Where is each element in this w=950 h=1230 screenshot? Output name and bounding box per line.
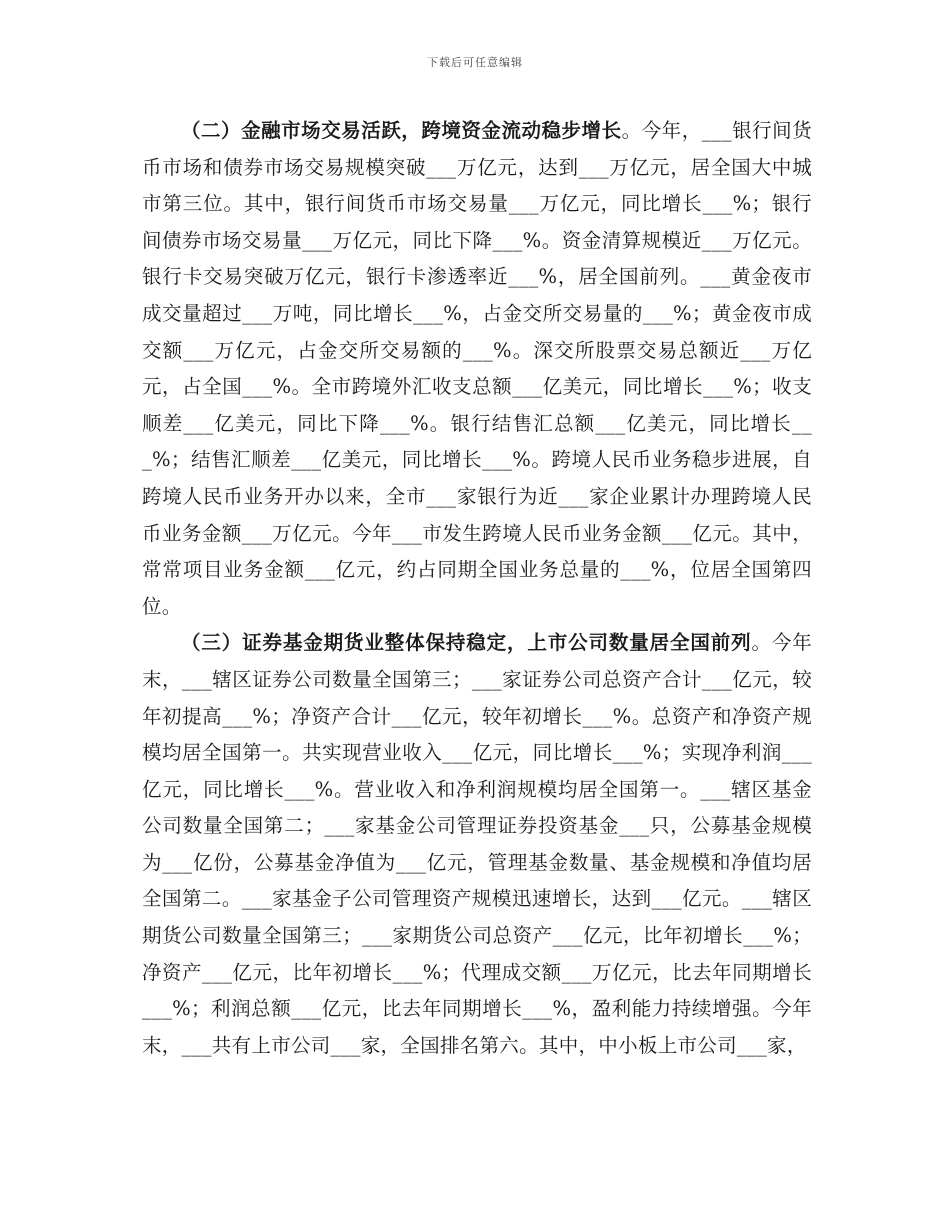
section-3-body: 。今年末，___辖区证券公司数量全国第三；___家证券公司总资产合计___亿元，较年初提高___%；净资产合计___亿元，较年初增长___%。总资产和净资产规模均居全国第一。共实现营业收入___亿元，同比增长___%；实现净利润___亿元，同比增长___%。营业收入和净利润规模均居全国第一。___辖区基金公司数量全国第二；___家基金公司管理证券投资基金___只，公募基金规模为___亿份，公募基金净值为___亿元，管理基金数量、基金规模和净值均居全国第二。___家基金子公司管理资产规模迅速增长，达到___亿元。___辖区期货公司数量全国第三；___家期货公司总资产___亿元，比年初增长___%；净资产___亿元，比年初增长___%；代理成交额___万亿元，比去年同期增长___%；利润总额___亿元，比去年同期增长___%，盈利能力持续增强。今年末，___共有上市公司___家，全国排名第六。其中，中小板上市公司___家， bbox=[142, 631, 812, 1057]
document-body bbox=[142, 113, 812, 1064]
section-3-heading: （三）证券基金期货业整体保持稳定，上市公司数量居全国前列 bbox=[181, 631, 752, 655]
paragraph-section-3 bbox=[142, 625, 812, 1064]
section-2-heading: （二）金融市场交易活跃，跨境资金流动稳步增长 bbox=[181, 119, 622, 142]
section-2-body: 。今年，___银行间货币市场和债券市场交易规模突破___万亿元，达到___万亿元，居全国大中城市第三位。其中，银行间货币市场交易量___万亿元，同比增长___%；银行间债券市场交易量___万亿元，同比下降___%。资金清算规模近___万亿元。银行卡交易突破万亿元，银行卡渗透率近___%，居全国前列。___黄金夜市成交量超过___万吨，同比增长___%，占金交所交易量的___%；黄金夜市成交额___万亿元，占金交所交易额的___%。深交所股票交易总额近___万亿元，占全国___%。全市跨境外汇收支总额___亿美元，同比增长___%；收支顺差___亿美元，同比下降___%。银行结售汇总额___亿美元，同比增长___%；结售汇顺差___亿美元，同比增长___%。跨境人民币业务稳步进展，自跨境人民币业务开办以来，全市___家银行为近___家企业累计办理跨境人民币业务金额___万亿元。今年___市发生跨境人民币业务金额___亿元。其中，常常项目业务金额___亿元，约占同期全国业务总量的___%，位居全国第四位。 bbox=[142, 119, 812, 618]
page-header: 下载后可任意编辑 bbox=[427, 56, 523, 69]
paragraph-section-2 bbox=[142, 113, 812, 625]
